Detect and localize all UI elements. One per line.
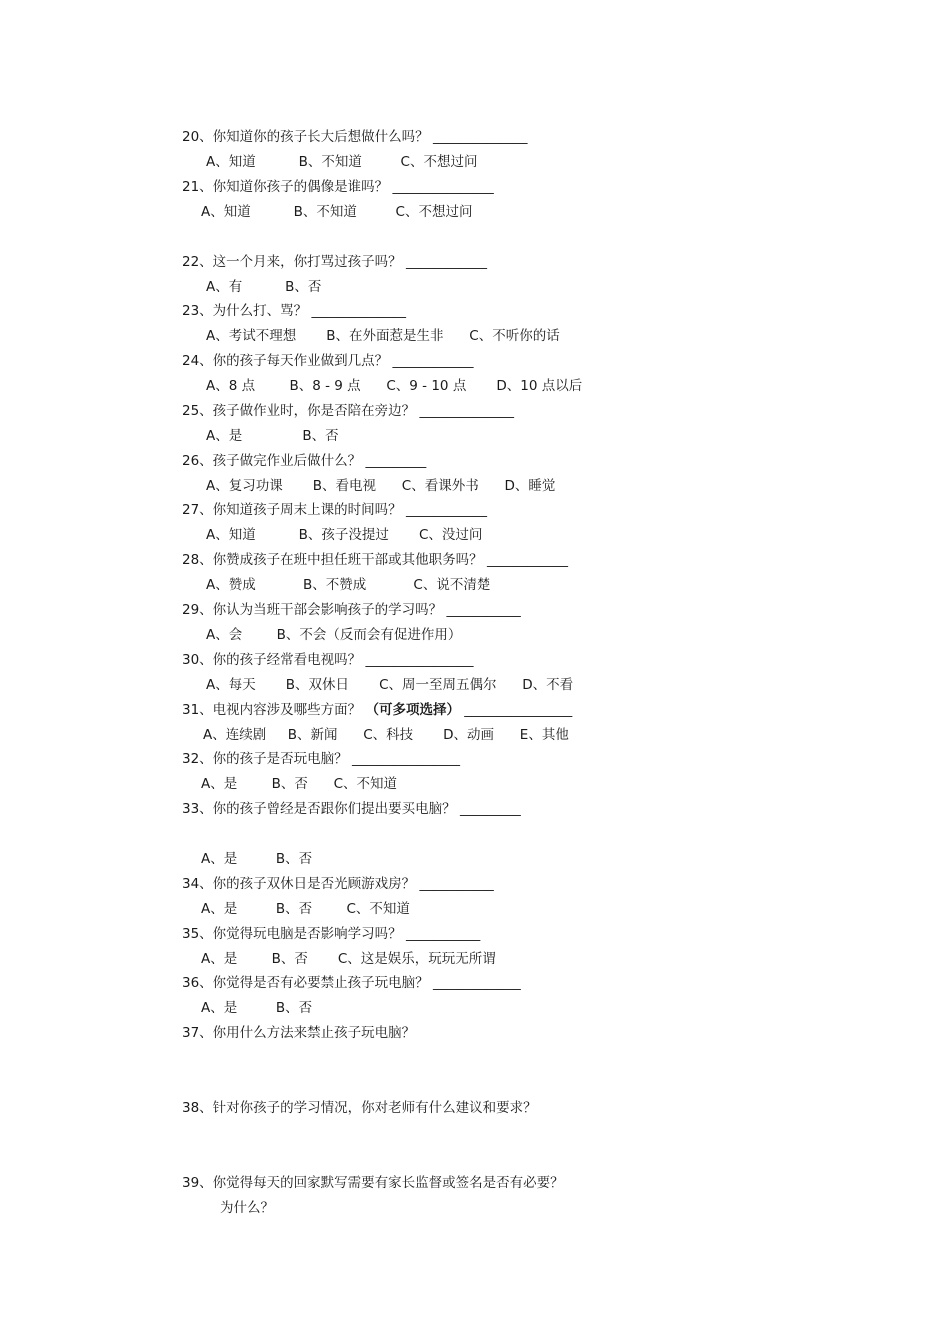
question-24-options: A、8 点 B、8 - 9 点 C、9 - 10 点 D、10 点以后 <box>206 378 583 394</box>
question-30: 30、你的孩子经常看电视吗？ ________________ <box>182 652 474 668</box>
question-39-followup: 为什么？ <box>220 1200 274 1216</box>
question-23-options: A、考试不理想 B、在外面惹是生非 C、不听你的话 <box>206 328 560 344</box>
question-36: 36、你觉得是否有必要禁止孩子玩电脑？ _____________ <box>182 975 521 991</box>
question-31-blank: ________________ <box>459 702 573 718</box>
question-22: 22、这一个月来，你打骂过孩子吗？ ____________ <box>182 254 487 270</box>
question-21-options: A、知道 B、不知道 C、不想过问 <box>201 204 473 220</box>
question-26: 26、孩子做完作业后做什么？ _________ <box>182 453 427 469</box>
question-30-options: A、每天 B、双休日 C、周一至周五偶尔 D、不看 <box>206 677 574 693</box>
question-34-options: A、是 B、否 C、不知道 <box>201 901 410 917</box>
question-25-options: A、是 B、否 <box>206 428 339 444</box>
question-32: 32、你的孩子是否玩电脑？ ________________ <box>182 751 460 767</box>
question-27: 27、你知道孩子周末上课的时间吗？ ____________ <box>182 502 487 518</box>
question-32-options: A、是 B、否 C、不知道 <box>201 776 398 792</box>
question-27-options: A、知道 B、孩子没提过 C、没过问 <box>206 527 483 543</box>
question-21: 21、你知道你孩子的偶像是谁吗？ _______________ <box>182 179 494 195</box>
question-39: 39、你觉得每天的回家默写需要有家长监督或签名是否有必要？ <box>182 1175 564 1191</box>
question-24: 24、你的孩子每天作业做到几点？ ____________ <box>182 353 474 369</box>
question-33-options: A、是 B、否 <box>201 851 313 867</box>
question-31 <box>182 701 572 719</box>
question-28: 28、你赞成孩子在班中担任班干部或其他职务吗？ ____________ <box>182 552 568 568</box>
question-23: 23、为什么打、骂？ ______________ <box>182 303 406 319</box>
question-20: 20、你知道你的孩子长大后想做什么吗？ ______________ <box>182 129 528 145</box>
question-37: 37、你用什么方法来禁止孩子玩电脑？ <box>182 1025 416 1041</box>
question-31-text: 31、电视内容涉及哪些方面？ <box>182 702 366 718</box>
question-35: 35、你觉得玩电脑是否影响学习吗？ ___________ <box>182 926 481 942</box>
question-31-options: A、连续剧 B、新闻 C、科技 D、动画 E、其他 <box>203 727 569 743</box>
question-22-options: A、有 B、否 <box>206 279 322 295</box>
question-36-options: A、是 B、否 <box>201 1000 313 1016</box>
question-25: 25、孩子做作业时，你是否陪在旁边？ ______________ <box>182 403 514 419</box>
question-34: 34、你的孩子双休日是否光顾游戏房？ ___________ <box>182 876 494 892</box>
question-28-options: A、赞成 B、不赞成 C、说不清楚 <box>206 577 491 593</box>
question-29: 29、你认为当班干部会影响孩子的学习吗？ ___________ <box>182 602 521 618</box>
question-35-options: A、是 B、否 C、这是娱乐，玩玩无所谓 <box>201 951 496 967</box>
question-38: 38、针对你孩子的学习情况，你对老师有什么建议和要求？ <box>182 1100 537 1116</box>
question-33: 33、你的孩子曾经是否跟你们提出要买电脑？ _________ <box>182 801 521 817</box>
question-29-options: A、会 B、不会（反而会有促进作用） <box>206 627 462 643</box>
question-26-options: A、复习功课 B、看电视 C、看课外书 D、睡觉 <box>206 478 556 494</box>
question-31-multi-select-note: （可多项选择） <box>365 702 460 718</box>
question-20-options: A、知道 B、不知道 C、不想过问 <box>206 154 478 170</box>
